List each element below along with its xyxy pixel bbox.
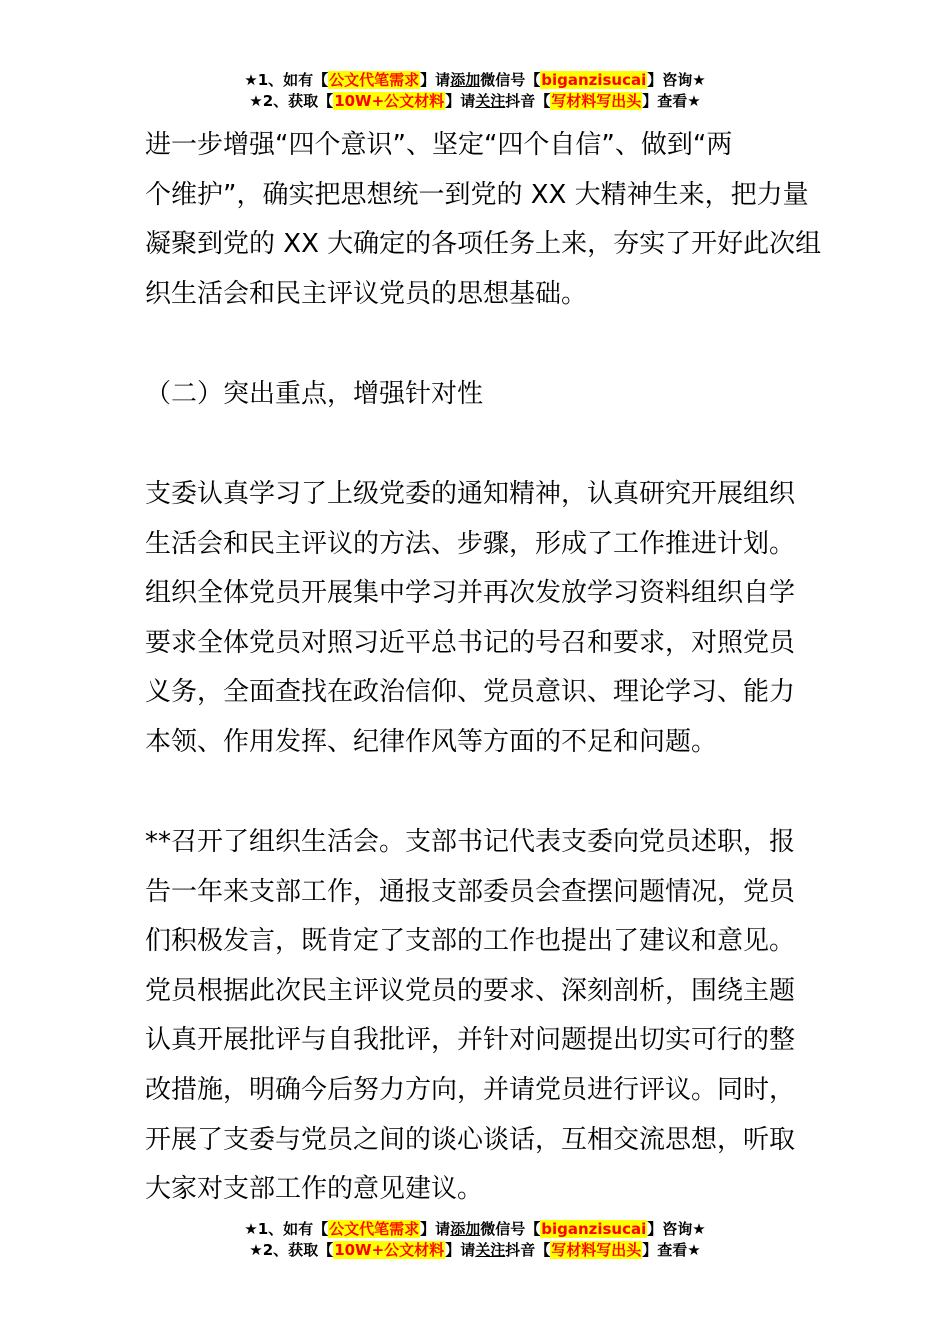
highlight-wechat-id: biganzisucai — [541, 71, 647, 89]
text-line: 义务，全面查找在政治信仰、党员意识、理论学习、能力 — [145, 677, 796, 708]
banner-text: 】请 — [445, 92, 476, 110]
banner-underlined-text: 添加 — [450, 1220, 481, 1238]
heading-text: （二）突出重点，增强针对性 — [145, 379, 484, 409]
text-line: 凝聚到党的 XX 大确定的各项任务上来，夯实了开好此次组 — [145, 229, 822, 260]
banner-line-2 — [0, 1240, 950, 1261]
star-icon: ★ — [244, 1220, 258, 1238]
text-line: 大家对支部工作的意见建议。 — [145, 1174, 484, 1205]
highlight-service: 公文代笔需求 — [329, 71, 420, 89]
text-line: 进一步增强“四个意识”、坚定“四个自信”、做到“两 — [145, 130, 733, 160]
banner-text: 2、获取【 — [262, 1241, 334, 1259]
text-line: 本领、作用发挥、纪律作风等方面的不足和问题。 — [145, 726, 718, 757]
banner-underlined-text: 添加 — [450, 71, 481, 89]
highlight-douyin-account: 写材料写出头 — [551, 1241, 642, 1259]
paragraph-1 — [145, 121, 822, 319]
banner-text: 1、如有【 — [257, 1220, 329, 1238]
banner-text: 抖音【 — [505, 92, 551, 110]
banner-line-2 — [0, 91, 950, 112]
banner-text: 微信号【 — [480, 71, 541, 89]
banner-text: 】咨询★ — [647, 71, 706, 89]
paragraph-3 — [145, 818, 815, 1215]
banner-text: 1、如有【 — [257, 71, 329, 89]
banner-text: 】请 — [420, 1220, 451, 1238]
text-line: **召开了组织生活会。支部书记代表支委向党员述职，报 — [145, 827, 796, 857]
banner-line-1 — [0, 70, 950, 91]
banner-text: 】查看★ — [642, 92, 701, 110]
banner-underlined-text: 关注 — [475, 92, 506, 110]
text-line: 织生活会和民主评议党员的思想基础。 — [145, 278, 588, 309]
banner-text: 抖音【 — [505, 1241, 551, 1259]
text-line: 们积极发言，既肯定了支部的工作也提出了建议和意见。 — [145, 926, 796, 957]
text-line: 支委认真学习了上级党委的通知精神，认真研究开展组织 — [145, 479, 796, 509]
paragraph-2 — [145, 470, 815, 768]
section-heading — [145, 370, 815, 420]
highlight-douyin-account: 写材料写出头 — [551, 92, 642, 110]
banner-text: 】咨询★ — [647, 1220, 706, 1238]
header-banner — [0, 70, 950, 112]
banner-text: 】请 — [445, 1241, 476, 1259]
star-icon: ★ — [249, 92, 263, 110]
text-line: 改措施，明确今后努力方向，并请党员进行评议。同时， — [145, 1074, 796, 1105]
text-line: 开展了支委与党员之间的谈心谈话，互相交流思想，听取 — [145, 1124, 796, 1155]
text-line: 要求全体党员对照习近平总书记的号召和要求，对照党员 — [145, 627, 796, 658]
star-icon: ★ — [249, 1241, 263, 1259]
text-line: 生活会和民主评议的方法、步骤，形成了工作推进计划。 — [145, 528, 796, 559]
banner-text: 】请 — [420, 71, 451, 89]
star-icon: ★ — [244, 71, 258, 89]
banner-underlined-text: 关注 — [475, 1241, 506, 1259]
text-line: 党员根据此次民主评议党员的要求、深刻剖析，围绕主题 — [145, 975, 796, 1006]
text-line: 组织全体党员开展集中学习并再次发放学习资料组织自学 — [145, 578, 796, 609]
banner-text: 2、获取【 — [262, 92, 334, 110]
banner-line-1 — [0, 1219, 950, 1240]
highlight-service: 公文代笔需求 — [329, 1220, 420, 1238]
text-line: 认真开展批评与自我批评，并针对问题提出切实可行的整 — [145, 1025, 796, 1056]
banner-text: 】查看★ — [642, 1241, 701, 1259]
banner-text: 微信号【 — [480, 1220, 541, 1238]
highlight-materials: 10W+公文材料 — [334, 92, 445, 110]
text-line: 个维护”，确实把思想统一到党的 XX 大精神生来，把力量 — [145, 179, 809, 210]
highlight-materials: 10W+公文材料 — [334, 1241, 445, 1259]
text-line: 告一年来支部工作，通报支部委员会查摆问题情况，党员 — [145, 876, 796, 907]
highlight-wechat-id: biganzisucai — [541, 1220, 647, 1238]
footer-banner — [0, 1219, 950, 1261]
